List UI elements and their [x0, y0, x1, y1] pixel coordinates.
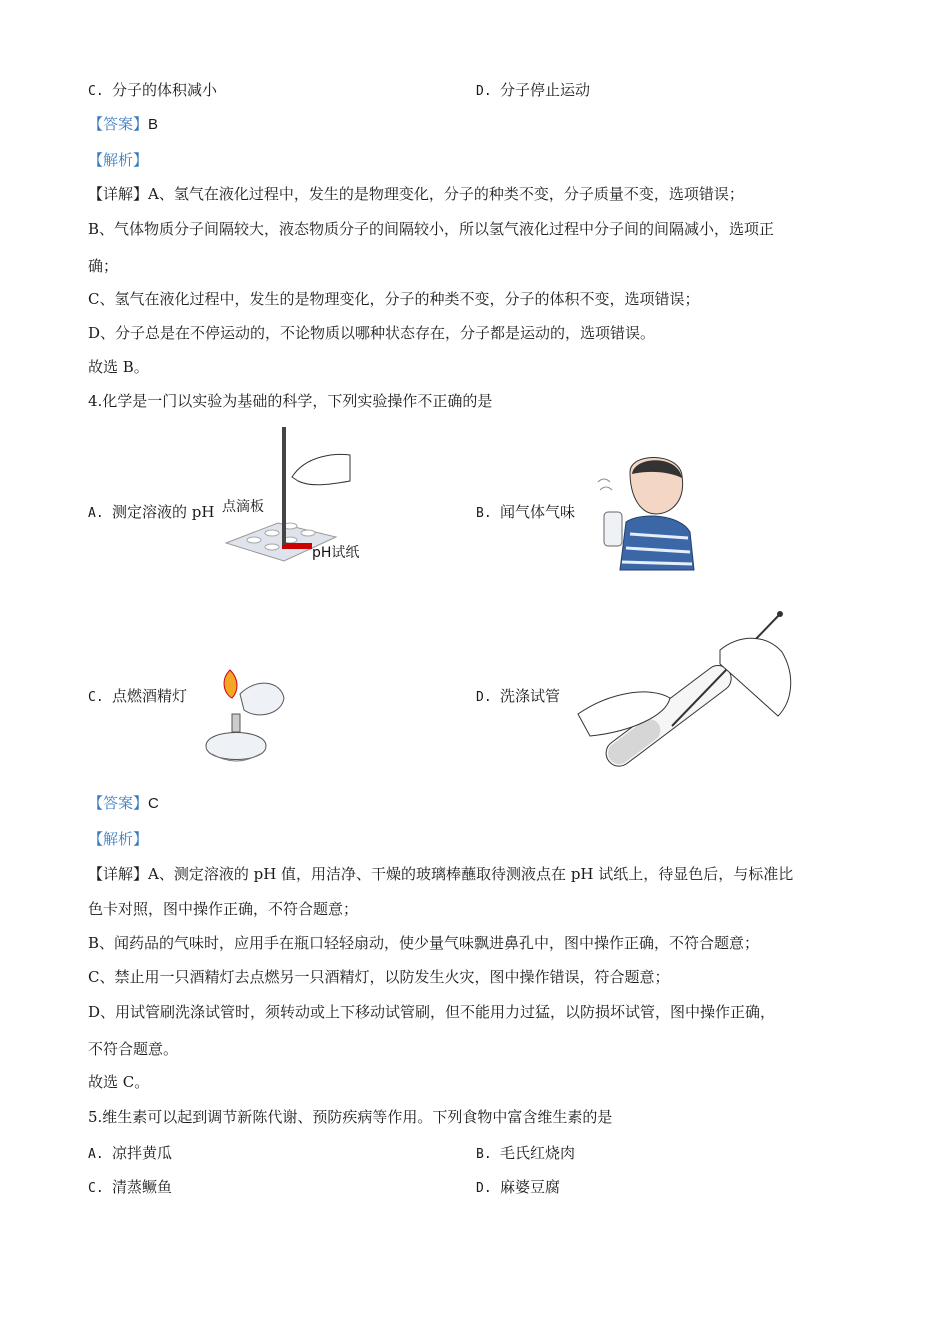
- q4-detail-line: B、闻药品的气味时，应用手在瓶口轻轻扇动，使少量气味飘进鼻孔中，图中操作正确，不符合题意；: [88, 934, 760, 952]
- ph-test-figure: [218, 425, 378, 575]
- option-text: 测定溶液的 pH: [112, 503, 215, 521]
- q5-stem: 5.维生素可以起到调节新陈代谢、预防疾病等作用。下列食物中富含维生素的是: [88, 1108, 613, 1126]
- alcohol-lamp-figure: [196, 668, 296, 778]
- q4-detail-line: 色卡对照，图中操作正确，不符合题意；: [88, 900, 359, 918]
- q5-option-a: [88, 1143, 172, 1165]
- option-text: 毛氏红烧肉: [500, 1144, 576, 1162]
- q4-option-d: [476, 686, 560, 708]
- answer-value: B: [148, 116, 159, 133]
- ph-paper: [282, 543, 312, 549]
- option-letter: B.: [476, 506, 492, 521]
- q4-detail-line: D、用试管刷洗涤试管时，须转动或上下移动试管刷，但不能用力过猛，以防损坏试管，图中操作正确，: [88, 1003, 776, 1021]
- q5-option-c: [88, 1177, 172, 1199]
- q5-option-d: [476, 1177, 560, 1199]
- spot-plate-label: 点滴板: [222, 499, 264, 515]
- option-letter: D.: [476, 690, 492, 705]
- option-letter: C.: [88, 1181, 104, 1196]
- option-text: 分子的体积减小: [112, 81, 218, 99]
- option-letter: C.: [88, 690, 104, 705]
- q3-detail-line: D、分子总是在不停运动的，不论物质以哪种状态存在，分子都是运动的，选项错误。: [88, 324, 656, 342]
- answer-value: C: [148, 795, 159, 812]
- option-text: 点燃酒精灯: [112, 687, 188, 705]
- option-text: 洗涤试管: [500, 687, 561, 705]
- option-letter: D.: [476, 1181, 492, 1196]
- q4-detail-line: 故选 C。: [88, 1073, 150, 1091]
- q4-analysis-tag: 【解析】: [88, 830, 149, 848]
- option-text: 麻婆豆腐: [500, 1178, 561, 1196]
- q3-detail-line: 【详解】A、氢气在液化过程中，发生的是物理变化，分子的种类不变，分子质量不变，选项错误；: [88, 185, 744, 203]
- option-text: 闻气体气味: [500, 503, 576, 521]
- option-text: 凉拌黄瓜: [112, 1144, 173, 1162]
- answer-tag: 【答案】: [88, 115, 149, 133]
- wash-tube-figure: [570, 606, 800, 781]
- q3-detail-line: C、氢气在液化过程中，发生的是物理变化，分子的种类不变，分子的体积不变，选项错误；: [88, 290, 700, 308]
- q4-detail-line: 不符合题意。: [88, 1040, 179, 1058]
- smell-gas-figure: [590, 452, 700, 572]
- q3-detail-line: 故选 B。: [88, 358, 149, 376]
- option-text: 清蒸鳜鱼: [112, 1178, 173, 1196]
- option-letter: B.: [476, 1147, 492, 1162]
- q4-answer: [88, 793, 159, 814]
- option-letter: A.: [88, 506, 104, 521]
- tilted-lamp-icon: [240, 683, 284, 715]
- option-letter: C.: [88, 84, 104, 99]
- q4-detail-line: C、禁止用一只酒精灯去点燃另一只酒精灯，以防发生火灾，图中操作错误，符合题意；: [88, 968, 670, 986]
- q3-detail-line: 确；: [88, 257, 119, 275]
- q4-option-a: [88, 502, 214, 524]
- q3-option-d: [476, 80, 590, 102]
- glass-rod: [282, 427, 286, 545]
- ph-paper-label: pH试纸: [312, 545, 360, 561]
- q4-option-b: [476, 502, 575, 524]
- q5-option-b: [476, 1143, 575, 1165]
- hand-icon: [292, 454, 350, 484]
- answer-tag: 【答案】: [88, 794, 149, 812]
- q4-option-c: [88, 686, 187, 708]
- flame-icon: [224, 670, 237, 698]
- q4-detail-line: 【详解】A、测定溶液的 pH 值，用洁净、干燥的玻璃棒蘸取待测液点在 pH 试纸上，待显色后，与标准比: [88, 865, 794, 883]
- q4-stem: 4.化学是一门以实验为基础的科学，下列实验操作不正确的是: [88, 392, 493, 410]
- q3-analysis-tag: 【解析】: [88, 151, 149, 169]
- option-text: 分子停止运动: [500, 81, 591, 99]
- q3-detail-line: B、气体物质分子间隔较大，液态物质分子的间隔较小，所以氢气液化过程中分子间的间隔减小，选项正: [88, 220, 775, 238]
- option-letter: D.: [476, 84, 492, 99]
- q3-option-c: [88, 80, 217, 102]
- q3-answer: [88, 114, 158, 135]
- bottle-icon: [604, 512, 622, 546]
- option-letter: A.: [88, 1147, 104, 1162]
